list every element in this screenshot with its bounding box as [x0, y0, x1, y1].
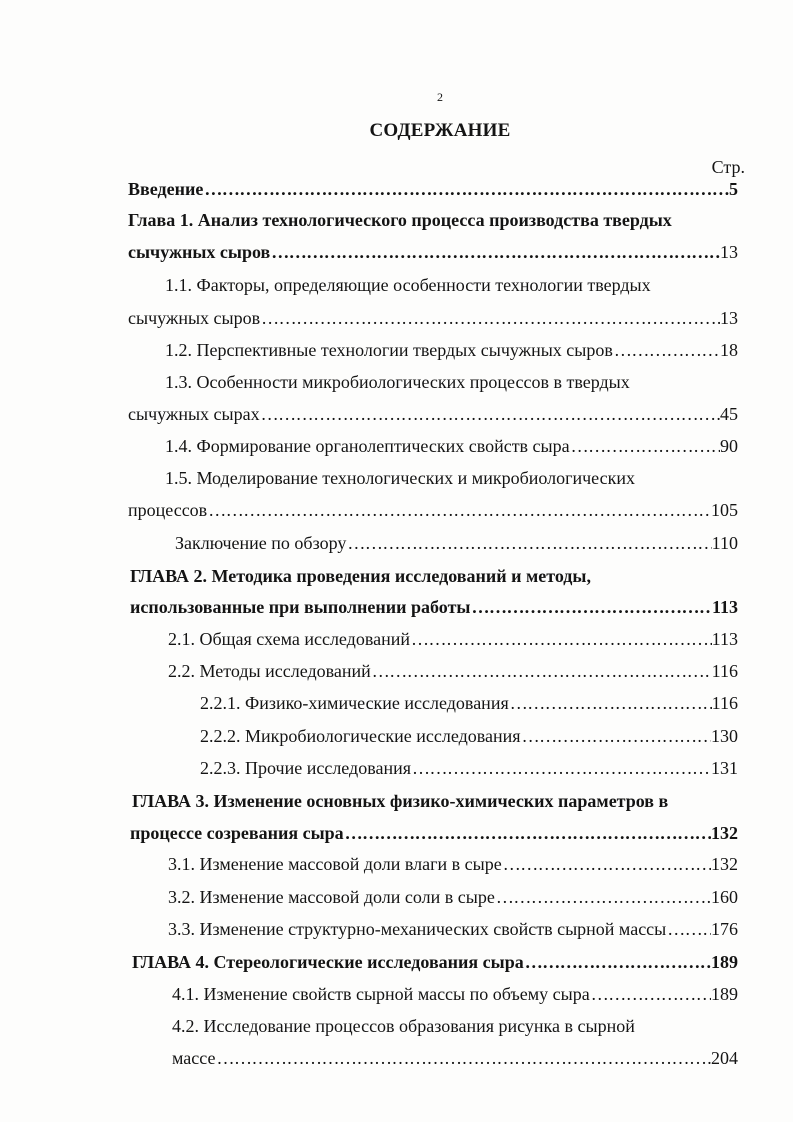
toc-entry-1-2 — [165, 338, 738, 362]
toc-entry-title: 3.3. Изменение структурно-механических свойств сырной массы — [168, 919, 667, 939]
toc-entry-title: 3.1. Изменение массовой доли влаги в сыре — [168, 854, 502, 874]
dot-leader — [470, 595, 712, 619]
toc-entry-chapter-1-line-1: Глава 1. Анализ технологического процесса производства твердых — [128, 210, 672, 230]
toc-entry-title: использованные при выполнении работы — [130, 597, 471, 617]
toc-entry-chapter-1 — [128, 240, 738, 264]
dot-leader — [260, 306, 720, 330]
toc-entry-2-2-1 — [200, 691, 738, 715]
dot-leader — [495, 885, 711, 909]
toc-entry-title: 1.2. Перспективные технологии твердых сычужных сыров — [165, 340, 613, 360]
toc-entry-1-5-line-1: 1.5. Моделирование технологических и микробиологических — [165, 468, 635, 488]
page-number: 2 — [437, 90, 443, 104]
toc-page-number: 13 — [720, 242, 738, 262]
toc-entry-review-conclusion — [175, 531, 738, 555]
toc-page-number: 5 — [729, 179, 738, 199]
toc-entry-title: сычужных сыров — [128, 308, 261, 328]
toc-entry-1-5 — [128, 498, 738, 522]
toc-entry-4-2-line-1: 4.2. Исследование процессов образования рисунка в сырной — [172, 1016, 635, 1036]
toc-entry-3-2 — [168, 885, 738, 909]
toc-entry-1-3-line-1: 1.3. Особенности микробиологических процессов в твердых — [165, 372, 630, 392]
dot-leader — [410, 627, 712, 651]
toc-entry-title: 1.4. Формирование органолептических свойств сыра — [165, 436, 570, 456]
toc-page-number: 105 — [711, 500, 738, 520]
dot-leader — [344, 821, 711, 845]
toc-entry-3-3 — [168, 917, 738, 941]
toc-page-number: 45 — [720, 404, 738, 424]
page-title: СОДЕРЖАНИЕ — [369, 120, 511, 141]
toc-entry-title: массе — [172, 1048, 216, 1068]
toc-entry-1-3 — [128, 402, 738, 426]
toc-entry-title: Введение — [128, 179, 204, 199]
toc-entry-title: 3.2. Изменение массовой доли соли в сыре — [168, 887, 495, 907]
dot-leader — [215, 1046, 711, 1070]
page-column-label: Стр. — [711, 157, 745, 177]
toc-page-number: 110 — [711, 533, 738, 553]
toc-entry-title: сычужных сырах — [128, 404, 260, 424]
toc-entry-chapter-2-line-1: ГЛАВА 2. Методика проведения исследований и методы, — [130, 566, 591, 586]
toc-entry-chapter-2 — [130, 595, 738, 619]
dot-leader — [371, 659, 712, 683]
toc-entry-1-4 — [165, 434, 738, 458]
toc-page-number: 160 — [711, 887, 738, 907]
toc-page-number: 189 — [711, 952, 738, 972]
toc-entry-title: 2.2. Методы исследований — [168, 661, 371, 681]
toc-page-number: 132 — [711, 854, 738, 874]
dot-leader — [346, 531, 711, 555]
toc-page-number: 131 — [711, 758, 738, 778]
dot-leader — [613, 338, 720, 362]
dot-leader — [270, 240, 720, 264]
toc-entry-title: сычужных сыров — [128, 242, 271, 262]
toc-entry-2-2-3 — [200, 756, 738, 780]
toc-entry-title: 2.1. Общая схема исследований — [168, 629, 410, 649]
dot-leader — [570, 434, 720, 458]
toc-entry-2-1 — [168, 627, 738, 651]
toc-page-number: 116 — [711, 661, 738, 681]
dot-leader — [411, 756, 711, 780]
toc-page-number: 189 — [711, 984, 738, 1004]
toc-page-number: 132 — [711, 823, 738, 843]
dot-leader — [509, 691, 712, 715]
toc-page-number: 130 — [711, 726, 738, 746]
dot-leader — [666, 917, 711, 941]
toc-entry-title: процессе созревания сыра — [130, 823, 344, 843]
toc-page-number: 176 — [711, 919, 738, 939]
dot-leader — [590, 982, 711, 1006]
toc-entry-chapter-3-line-1: ГЛАВА 3. Изменение основных физико-химических параметров в — [132, 791, 669, 811]
toc-entry-2-2 — [168, 659, 738, 683]
toc-entry-title: Заключение по обзору — [175, 533, 347, 553]
toc-entry-1-1 — [128, 306, 738, 330]
toc-page-number: 116 — [711, 693, 738, 713]
toc-entry-title: процессов — [128, 500, 208, 520]
toc-entry-title: ГЛАВА 4. Стереологические исследования сыра — [132, 952, 524, 972]
toc-page-number: 13 — [720, 308, 738, 328]
dot-leader — [524, 950, 711, 974]
toc-entry-chapter-4 — [132, 950, 738, 974]
dot-leader — [260, 402, 720, 426]
toc-entry-3-1 — [168, 852, 738, 876]
dot-leader — [521, 724, 711, 748]
toc-page-number: 204 — [711, 1048, 738, 1068]
dot-leader — [502, 852, 711, 876]
toc-page-number: 18 — [720, 340, 738, 360]
toc-entry-title: 4.1. Изменение свойств сырной массы по объему сыра — [172, 984, 590, 1004]
toc-entry-4-2 — [172, 1046, 738, 1070]
toc-entry-1-1-line-1: 1.1. Факторы, определяющие особенности технологии твердых — [165, 275, 651, 295]
dot-leader — [203, 177, 729, 201]
toc-entry-title: 2.2.1. Физико-химические исследования — [200, 693, 509, 713]
toc-entry-chapter-3 — [130, 821, 738, 845]
toc-entry-4-1 — [172, 982, 738, 1006]
dot-leader — [207, 498, 711, 522]
toc-entry-introduction — [128, 177, 738, 201]
toc-page-number: 113 — [711, 597, 738, 617]
toc-entry-2-2-2 — [200, 724, 738, 748]
toc-entry-title: 2.2.3. Прочие исследования — [200, 758, 412, 778]
toc-page-number: 90 — [720, 436, 738, 456]
toc-page-number: 113 — [711, 629, 738, 649]
toc-entry-title: 2.2.2. Микробиологические исследования — [200, 726, 521, 746]
